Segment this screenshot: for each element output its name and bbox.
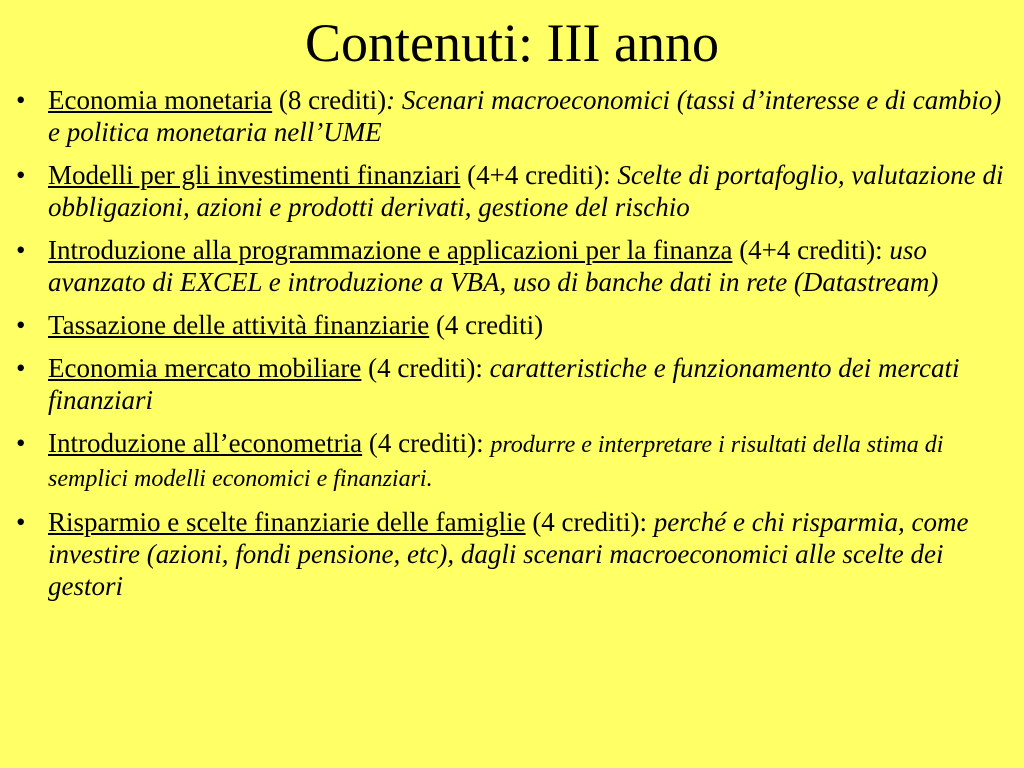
course-credits: (4+4 crediti): bbox=[732, 235, 890, 265]
course-name: Tassazione delle attività finanziarie bbox=[48, 310, 430, 340]
course-credits: (8 crediti) bbox=[272, 85, 387, 115]
list-item bbox=[14, 506, 1008, 602]
course-credits: (4 crediti): bbox=[362, 428, 491, 458]
course-list bbox=[14, 84, 1008, 613]
course-description: caratteristiche e funzionamento dei mercati finanziari bbox=[48, 353, 960, 415]
course-credits: (4 crediti): bbox=[361, 353, 490, 383]
bullet-icon: • bbox=[16, 353, 26, 383]
list-item bbox=[14, 352, 1008, 416]
course-name: Economia monetaria bbox=[48, 85, 273, 115]
bullet-icon: • bbox=[16, 85, 26, 115]
course-description: produrre e interpretare i risultati della stima di semplici modelli economici e finanziari. bbox=[48, 432, 944, 492]
course-name: Economia mercato mobiliare bbox=[48, 353, 362, 383]
course-credits: (4+4 crediti): bbox=[460, 160, 618, 190]
course-name: Introduzione all’econometria bbox=[48, 428, 363, 458]
course-name: Introduzione alla programmazione e applicazioni per la finanza bbox=[48, 235, 733, 265]
bullet-icon: • bbox=[16, 428, 26, 458]
course-credits: (4 crediti): bbox=[525, 507, 654, 537]
course-description: Scelte di portafoglio, valutazione di obbligazioni, azioni e prodotti derivati, gestione del rischio bbox=[48, 160, 1004, 222]
course-description: : Scenari macroeconomici (tassi d’interesse e di cambio) e politica monetaria nell’UME bbox=[48, 85, 1002, 147]
course-name: Risparmio e scelte finanziarie delle famiglie bbox=[48, 507, 526, 537]
list-item bbox=[14, 427, 1008, 495]
course-description: perché e chi risparmia, come investire (azioni, fondi pensione, etc), dagli scenari macroeconomici alle scelte dei gestori bbox=[48, 507, 969, 601]
list-item bbox=[14, 159, 1008, 223]
bullet-icon: • bbox=[16, 235, 26, 265]
list-item bbox=[14, 84, 1008, 148]
bullet-icon: • bbox=[16, 310, 26, 340]
course-name: Modelli per gli investimenti finanziari bbox=[48, 160, 461, 190]
list-item bbox=[14, 234, 1008, 298]
course-credits: (4 crediti) bbox=[429, 310, 544, 340]
bullet-icon: • bbox=[16, 160, 26, 190]
list-item bbox=[14, 309, 1008, 341]
slide-title: Contenuti: III anno bbox=[305, 13, 719, 73]
course-description: uso avanzato di EXCEL e introduzione a VBA, uso di banche dati in rete (Datastream) bbox=[48, 235, 939, 297]
bullet-icon: • bbox=[16, 507, 26, 537]
